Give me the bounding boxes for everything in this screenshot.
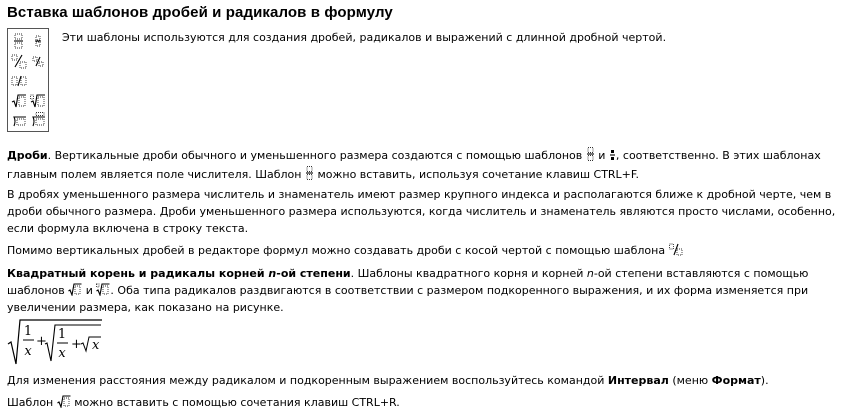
formula-numerator-1: 1 [23, 324, 33, 339]
interval-command: Интервал [607, 374, 669, 387]
fraction-template-icon [305, 166, 314, 180]
nth-root-template-icon[interactable] [30, 93, 46, 109]
radicals-paragraph: Квадратный корень и радикалы корней n-ой степени. Шаблоны квадратного корня и корней n-ой степени вставляются с помощью шаблонов и . Оба типа радикалов раздвигаются в соответствии с размером подкоренного выражения, и их форма изменяется при увеличении размера, как показано на рисунке. [7, 267, 809, 314]
formula-plus-1: + [36, 334, 47, 349]
template-palette [7, 28, 49, 132]
fractions-paragraph: Дроби. Вертикальные дроби обычного и уменьшенного размера создаются с помощью шаблонов и , соответственно. В этих шаблонах главным полем является поле числителя. Шаблон можно вставить, используя сочетание клавиш CTRL+F. [7, 149, 821, 181]
slash-fraction-paragraph: Помимо вертикальных дробей в редакторе формул можно создавать дроби с косой чертой с помощью шаблона [7, 241, 853, 260]
small-fraction-template-icon[interactable] [30, 33, 46, 49]
formula-plus-2: + [71, 337, 82, 352]
nested-radical-formula [7, 318, 103, 366]
square-root-template-icon [68, 283, 82, 296]
square-root-template-icon [57, 395, 71, 408]
interval-paragraph: Для изменения расстояния между радикалом и подкоренным выражением воспользуйтесь командой Интервал (меню Формат). [7, 374, 769, 387]
slash-fraction-template-icon [669, 243, 683, 256]
slash-fraction-template-icon[interactable] [11, 53, 27, 69]
linear-fraction-template-icon[interactable] [11, 73, 27, 89]
fractions-heading: Дроби [7, 149, 48, 162]
intro-text: Эти шаблоны используются для создания дробей, радикалов и выражений с длинной дробной чертой. [62, 31, 667, 44]
formula-numerator-2: 1 [57, 327, 67, 342]
small-fractions-paragraph: В дробях уменьшенного размера числитель и знаменатель имеют размер крупного индекса и располагаются ближе к дробной черте, чем в дроби обычного размера. Дроби уменьшенного размера используются, когда числитель и знаменатель являются просто числами, особенно, если формула включена в строку текста. [7, 188, 836, 235]
square-root-template-icon[interactable] [11, 93, 27, 109]
nth-root-template-icon [96, 283, 110, 296]
formula-radicand: x [92, 338, 100, 353]
small-slash-fraction-template-icon[interactable] [30, 53, 46, 69]
long-division-template-icon[interactable] [11, 112, 27, 128]
small-fraction-template-icon [609, 149, 616, 161]
formula-denominator-2: x [58, 346, 66, 361]
long-division-alt-template-icon[interactable] [30, 112, 46, 128]
format-menu: Формат [711, 374, 761, 387]
fraction-template-icon [586, 147, 595, 161]
page-title: Вставка шаблонов дробей и радикалов в формулу [7, 4, 393, 21]
shortcut-paragraph: Шаблон можно вставить с помощью сочетания клавиш CTRL+R. [7, 396, 400, 409]
formula-denominator-1: x [24, 344, 32, 359]
fraction-template-icon[interactable] [11, 33, 27, 49]
